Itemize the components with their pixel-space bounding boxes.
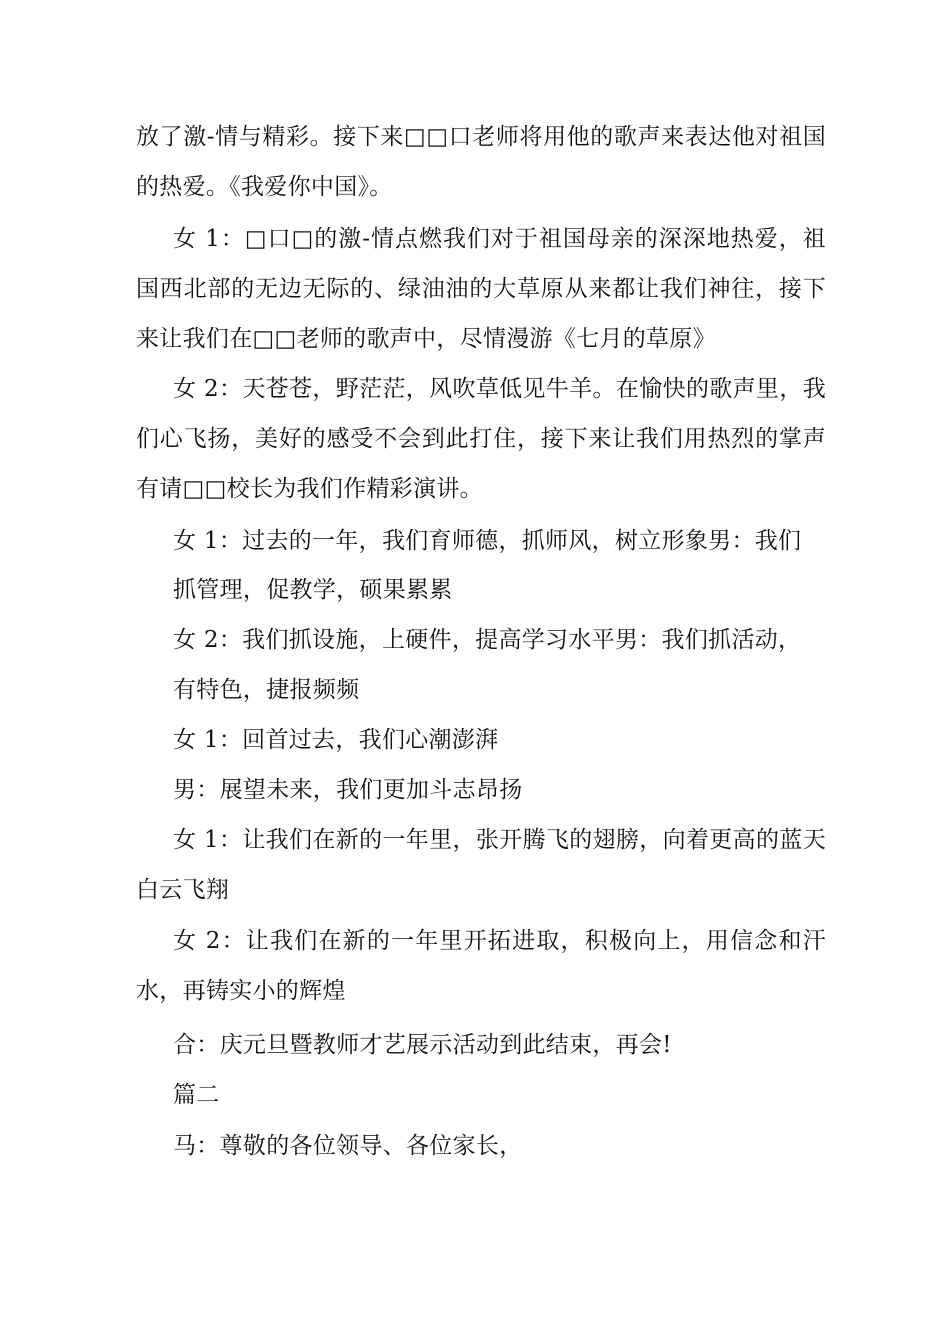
paragraph-female1-grassland: 女 1：□口□的激-情点燃我们对于祖国母亲的深深地热爱，祖国西北部的无边无际的、绿油油的大草原从来都让我们神往，接下来让我们在□□老师的歌声中，尽情漫游《七月的草原》: [136, 226, 826, 352]
paragraph-female2-new-year: 女 2：让我们在新的一年里开拓进取，积极向上，用信念和汗水，再铸实小的辉煌: [136, 928, 826, 1004]
line-special-features: 有特色，捷报频频: [173, 677, 360, 703]
line-ma-greeting: 马：尊敬的各位领导、各位家长，: [173, 1133, 523, 1159]
line-male-looking-ahead: 男：展望未来，我们更加斗志昂扬: [173, 777, 523, 803]
section-heading-part-two: 篇二: [173, 1082, 220, 1108]
line-female1-looking-back: 女 1：回首过去，我们心潮澎湃: [173, 727, 499, 753]
line-chorus-closing: 合：庆元旦暨教师才艺展示活动到此结束，再会!: [173, 1032, 672, 1058]
paragraph-female1-new-year: 女 1：让我们在新的一年里，张开腾飞的翅膀，向着更高的蓝天白云飞翔: [136, 827, 826, 903]
line-female2-facilities: 女 2：我们抓设施，上硬件，提高学习水平男：我们抓活动，: [173, 627, 802, 653]
line-female1-past-year: 女 1：过去的一年，我们育师德，抓师风，树立形象男：我们: [173, 528, 802, 554]
paragraph-intro: 放了激-情与精彩。接下来□□口老师将用他的歌声来表达他对祖国的热爱。《我爱你中国》。: [136, 124, 826, 200]
line-management: 抓管理，促教学，硕果累累: [173, 577, 453, 603]
paragraph-female2-speech: 女 2：天苍苍，野茫茫，风吹草低见牛羊。在愉快的歌声里，我们心飞扬，美好的感受不会到此打住，接下来让我们用热烈的掌声有请□□校长为我们作精彩演讲。: [136, 376, 826, 502]
